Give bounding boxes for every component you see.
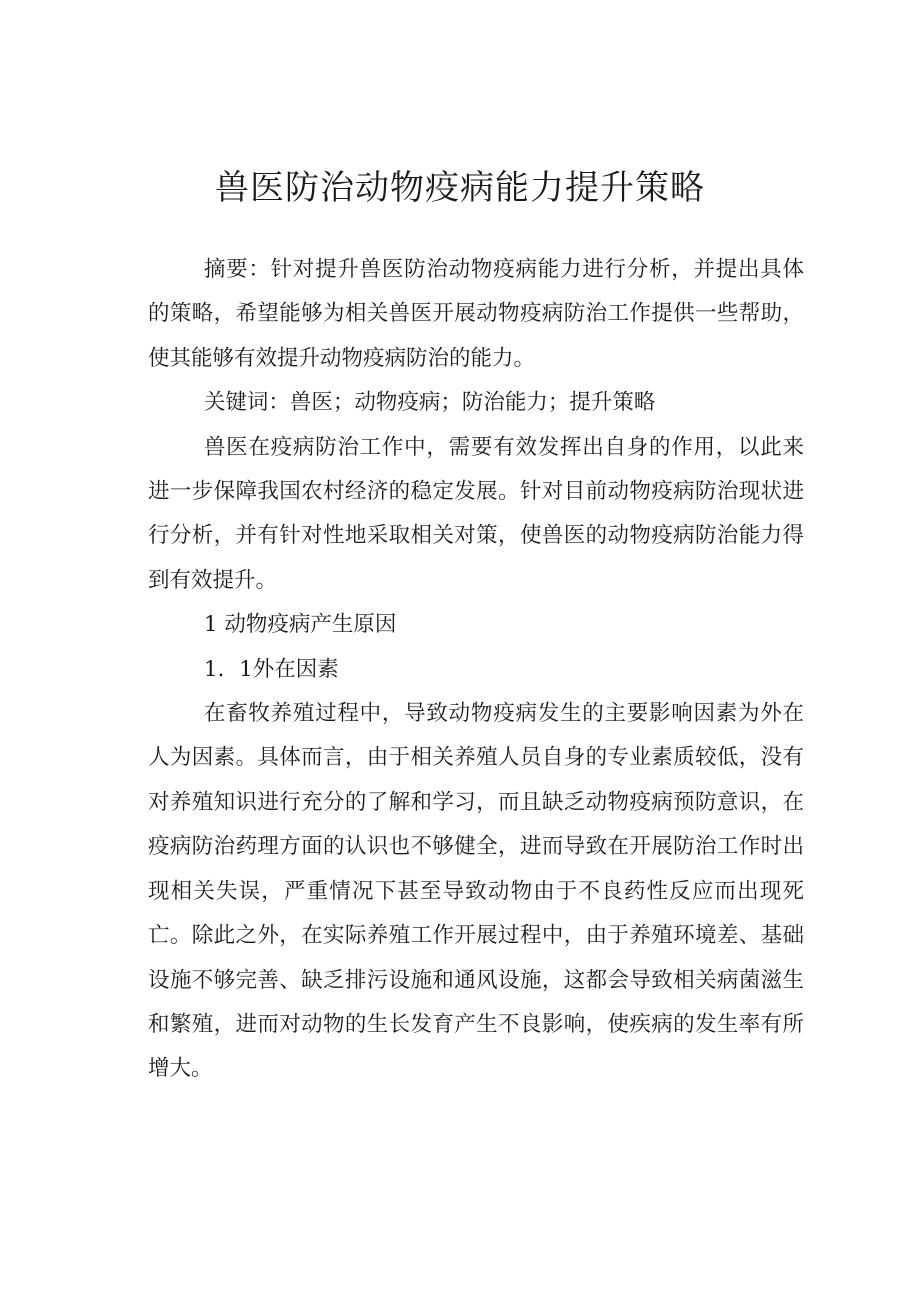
keywords-label: 关键词： (203, 390, 290, 416)
section-1-1-paragraph: 在畜牧养殖过程中，导致动物疫病发生的主要影响因素为外在人为因素。具体而言，由于相关养殖人员自身的专业素质较低，没有对养殖知识进行充分的了解和学习，而且缺乏动物疫病预防意识，在疫病防治药理方面的认识也不够健全，进而导致在开展防治工作时出现相关失误，严重情况下甚至导致动物由于不良药性反应而出现死亡。除此之外，在实际养殖工作开展过程中，由于养殖环境差、基础设施不够完善、缺乏排污设施和通风设施，这都会导致相关病菌滋生和繁殖，进而对动物的生长发育产生不良影响，使疾病的发生率有所增大。 (148, 701, 804, 1082)
section-1-1-heading: 1．1外在因素 (203, 656, 339, 682)
keywords-text: 兽医；动物疫病；防治能力；提升策略 (289, 390, 656, 416)
intro-paragraph: 兽医在疫病防治工作中，需要有效发挥出自身的作用，以此来进一步保障我国农村经济的稳定发展。针对目前动物疫病防治现状进行分析，并有针对性地采取相关对策，使兽医的动物疫病防治能力得到有效提升。 (148, 434, 804, 593)
section-1-heading: 1 动物疫病产生原因 (203, 612, 397, 638)
document-title: 兽医防治动物疫病能力提升策略 (215, 168, 705, 208)
abstract-text: 针对提升兽医防治动物疫病能力进行分析，并提出具体的策略，希望能够为相关兽医开展动物疫病防治工作提供一些帮助，使其能够有效提升动物疫病防治的能力。 (148, 257, 804, 371)
abstract-label: 摘要： (203, 257, 271, 282)
document-body (148, 248, 804, 1092)
abstract-paragraph (148, 248, 804, 381)
keywords-paragraph (148, 381, 804, 425)
